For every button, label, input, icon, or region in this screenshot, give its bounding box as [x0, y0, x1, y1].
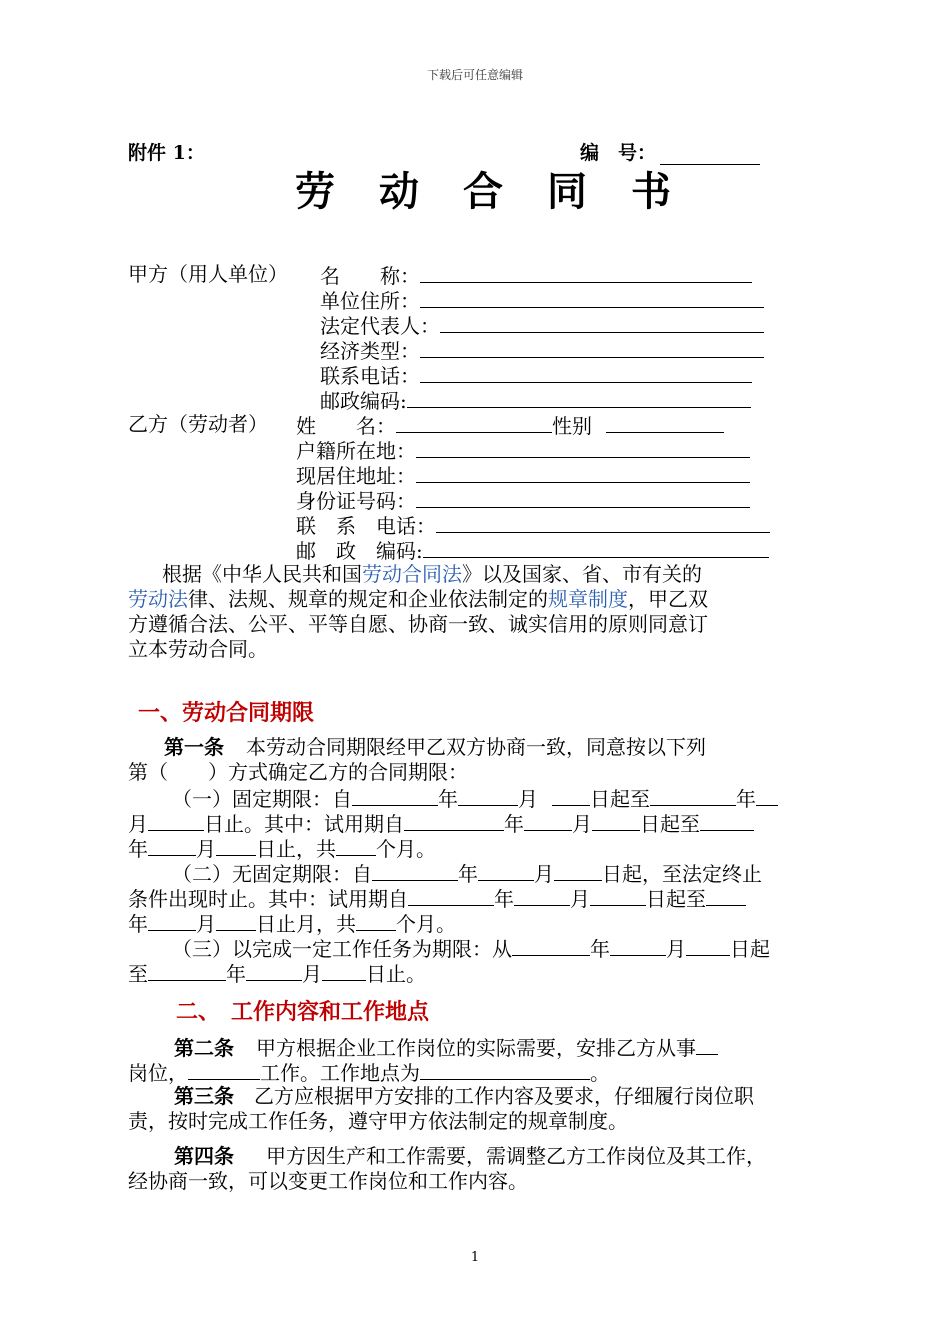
phone-blank[interactable]	[436, 512, 770, 533]
blank[interactable]	[216, 835, 256, 856]
blank[interactable]	[322, 960, 366, 981]
intro-line-3: 方遵循合法、公平、平等自愿、协商一致、诚实信用的原则同意订	[128, 612, 708, 636]
blank[interactable]	[514, 885, 570, 906]
blank[interactable]	[216, 910, 256, 931]
option-2-line-1	[172, 860, 762, 887]
party-b-label: 乙方（劳动者）	[128, 412, 268, 436]
blank[interactable]	[650, 785, 736, 806]
option-text: 日止。	[366, 962, 426, 986]
blank[interactable]	[352, 785, 438, 806]
blank[interactable]	[458, 785, 518, 806]
article-1-line-2: 第（ ）方式确定乙方的合同期限：	[128, 760, 468, 784]
field-label: 姓 名：	[296, 414, 396, 438]
party-b-id-row	[296, 487, 750, 514]
page-number: 1	[470, 1250, 480, 1265]
section-1-heading: 一、劳动合同期限	[138, 700, 315, 726]
blank[interactable]	[148, 910, 196, 931]
labor-contract-law-link[interactable]: 劳动合同法	[362, 562, 462, 586]
blank[interactable]	[246, 960, 302, 981]
blank[interactable]	[686, 935, 730, 956]
party-a-address-row	[320, 287, 764, 314]
blank[interactable]	[148, 960, 226, 981]
article-text: 甲方根据企业工作岗位的实际需要，安排乙方从事	[256, 1036, 696, 1060]
option-text: 日止，共	[256, 837, 336, 861]
serial-label: 编 号：	[580, 142, 657, 164]
blank[interactable]	[590, 885, 646, 906]
party-b-phone-row	[296, 512, 770, 539]
option-3-line-1	[172, 935, 770, 962]
option-text: 日止。其中：试用期自	[204, 812, 404, 836]
article-label: 第三条	[174, 1084, 234, 1108]
field-label: 单位住所：	[320, 289, 420, 313]
option-text: 日止月，共	[256, 912, 356, 936]
option-2-line-3	[128, 910, 456, 937]
blank[interactable]	[356, 910, 396, 931]
party-b-hukou-row	[296, 437, 750, 464]
option-text: 日起	[730, 937, 770, 961]
option-text: 年	[494, 887, 514, 911]
option-text: （二）无固定期限：自	[172, 862, 372, 886]
blank[interactable]	[512, 935, 590, 956]
article-text: 甲方因生产和工作需要，需调整乙方工作岗位及其工作，	[266, 1144, 766, 1168]
article-4-line-2: 经协商一致，可以变更工作岗位和工作内容。	[128, 1169, 528, 1193]
option-3-line-2	[128, 960, 426, 987]
blank[interactable]	[478, 860, 534, 881]
article-1-line-1	[164, 735, 706, 760]
option-text: 年	[438, 787, 458, 811]
party-b-name-row	[296, 412, 724, 439]
gender-label: 性别	[552, 414, 592, 438]
post-blank[interactable]	[696, 1034, 718, 1055]
option-text: 日起至	[646, 887, 706, 911]
option-text: （三）以完成一定工作任务为期限：从	[172, 937, 512, 961]
article-2-line-1	[174, 1034, 718, 1061]
blank[interactable]	[706, 885, 746, 906]
option-text: 个月。	[376, 837, 436, 861]
rules-link[interactable]: 规章制度	[548, 587, 628, 611]
labor-law-link[interactable]: 劳动法	[128, 587, 188, 611]
intro-text: 》以及国家、省、市有关的	[462, 562, 702, 586]
option-2-line-2	[128, 885, 746, 912]
option-text: 年	[736, 787, 756, 811]
option-text: 年	[504, 812, 524, 836]
hukou-blank[interactable]	[416, 437, 750, 458]
party-b-residence-row	[296, 462, 750, 489]
blank[interactable]	[592, 810, 640, 831]
field-label: 户籍所在地：	[296, 439, 416, 463]
name-blank[interactable]	[396, 412, 552, 433]
article-text: 岗位，	[128, 1061, 188, 1085]
option-text: （一）固定期限：自	[172, 787, 352, 811]
blank[interactable]	[336, 835, 376, 856]
blank[interactable]	[404, 810, 504, 831]
postcode-blank[interactable]	[407, 387, 751, 408]
residence-blank[interactable]	[416, 462, 750, 483]
option-text: 月	[572, 812, 592, 836]
option-text: 月	[534, 862, 554, 886]
field-label: 名 称：	[320, 264, 420, 288]
job-blank[interactable]	[188, 1059, 260, 1080]
intro-line-1	[162, 562, 702, 587]
econ-type-blank[interactable]	[420, 337, 764, 358]
article-text: 。	[590, 1061, 610, 1085]
field-label: 身份证号码：	[296, 489, 416, 513]
name-blank[interactable]	[420, 262, 752, 283]
blank[interactable]	[524, 810, 572, 831]
option-text: 日起至	[640, 812, 700, 836]
field-label: 现居住地址：	[296, 464, 416, 488]
intro-text: 律、法规、规章的规定和企业依法制定的	[188, 587, 548, 611]
intro-text: ，甲乙双	[628, 587, 708, 611]
blank[interactable]	[552, 785, 590, 806]
phone-blank[interactable]	[420, 362, 752, 383]
option-text: 日起，至法定终止	[602, 862, 762, 886]
option-text: 至	[128, 962, 148, 986]
address-blank[interactable]	[420, 287, 764, 308]
option-text: 月	[570, 887, 590, 911]
id-blank[interactable]	[416, 487, 750, 508]
field-label: 联系电话：	[320, 364, 420, 388]
option-text: 条件出现时止。其中：试用期自	[128, 887, 408, 911]
option-text: 个月。	[396, 912, 456, 936]
option-text: 月	[196, 837, 216, 861]
party-a-label: 甲方（用人单位）	[128, 262, 288, 286]
party-a-postcode-row	[320, 387, 751, 414]
blank[interactable]	[148, 835, 196, 856]
article-3-line-2: 责，按时完成工作任务，遵守甲方依法制定的规章制度。	[128, 1109, 628, 1133]
option-1-line-1	[172, 785, 778, 812]
field-label: 联 系 电话：	[296, 514, 436, 538]
party-a-econ-type-row	[320, 337, 764, 364]
article-4-line-1	[174, 1144, 766, 1169]
blank[interactable]	[756, 785, 778, 806]
option-text: 年	[590, 937, 610, 961]
field-label: 邮 政 编码:	[296, 539, 423, 563]
option-text: 月	[128, 812, 148, 836]
article-text: 乙方应根据甲方安排的工作内容及要求，仔细履行岗位职	[254, 1084, 754, 1108]
workplace-blank[interactable]	[420, 1059, 590, 1080]
intro-line-4: 立本劳动合同。	[128, 637, 268, 661]
blank[interactable]	[554, 860, 602, 881]
party-a-phone-row	[320, 362, 752, 389]
option-text: 年	[128, 912, 148, 936]
article-text: 本劳动合同期限经甲乙双方协商一致，同意按以下列	[246, 735, 706, 759]
legal-rep-blank[interactable]	[440, 312, 764, 333]
blank[interactable]	[148, 810, 204, 831]
gender-blank[interactable]	[606, 412, 724, 433]
party-b-postcode-row	[296, 537, 769, 564]
article-label: 第一条	[164, 735, 224, 759]
article-3-line-1	[174, 1084, 754, 1109]
article-text: 工作。工作地点为	[260, 1061, 420, 1085]
option-text: 日起至	[590, 787, 650, 811]
option-1-line-2	[128, 810, 754, 837]
field-label: 经济类型：	[320, 339, 420, 363]
blank[interactable]	[408, 885, 494, 906]
intro-text: 根据《中华人民共和国	[162, 562, 362, 586]
attachment-label: 附件 1：	[128, 142, 205, 164]
blank[interactable]	[610, 935, 666, 956]
party-a-legal-rep-row	[320, 312, 764, 339]
option-text: 年	[128, 837, 148, 861]
option-text: 月	[302, 962, 322, 986]
party-a-name-row	[320, 262, 752, 289]
intro-line-2	[128, 587, 708, 612]
field-label: 邮政编码:	[320, 389, 407, 413]
article-label: 第二条	[174, 1036, 234, 1060]
option-text: 年	[458, 862, 478, 886]
option-text: 月	[666, 937, 686, 961]
option-text: 月	[196, 912, 216, 936]
blank[interactable]	[700, 810, 754, 831]
document-title: 劳动合同书	[295, 168, 715, 215]
article-2-line-2	[128, 1059, 610, 1086]
option-text: 年	[226, 962, 246, 986]
header-note: 下载后可任意编辑	[426, 68, 523, 82]
field-label: 法定代表人：	[320, 314, 440, 338]
article-label: 第四条	[174, 1144, 234, 1168]
option-text: 月	[518, 787, 538, 811]
blank[interactable]	[372, 860, 458, 881]
postcode-blank[interactable]	[423, 537, 769, 558]
section-2-heading: 二、 工作内容和工作地点	[176, 999, 430, 1025]
option-1-line-3	[128, 835, 436, 862]
